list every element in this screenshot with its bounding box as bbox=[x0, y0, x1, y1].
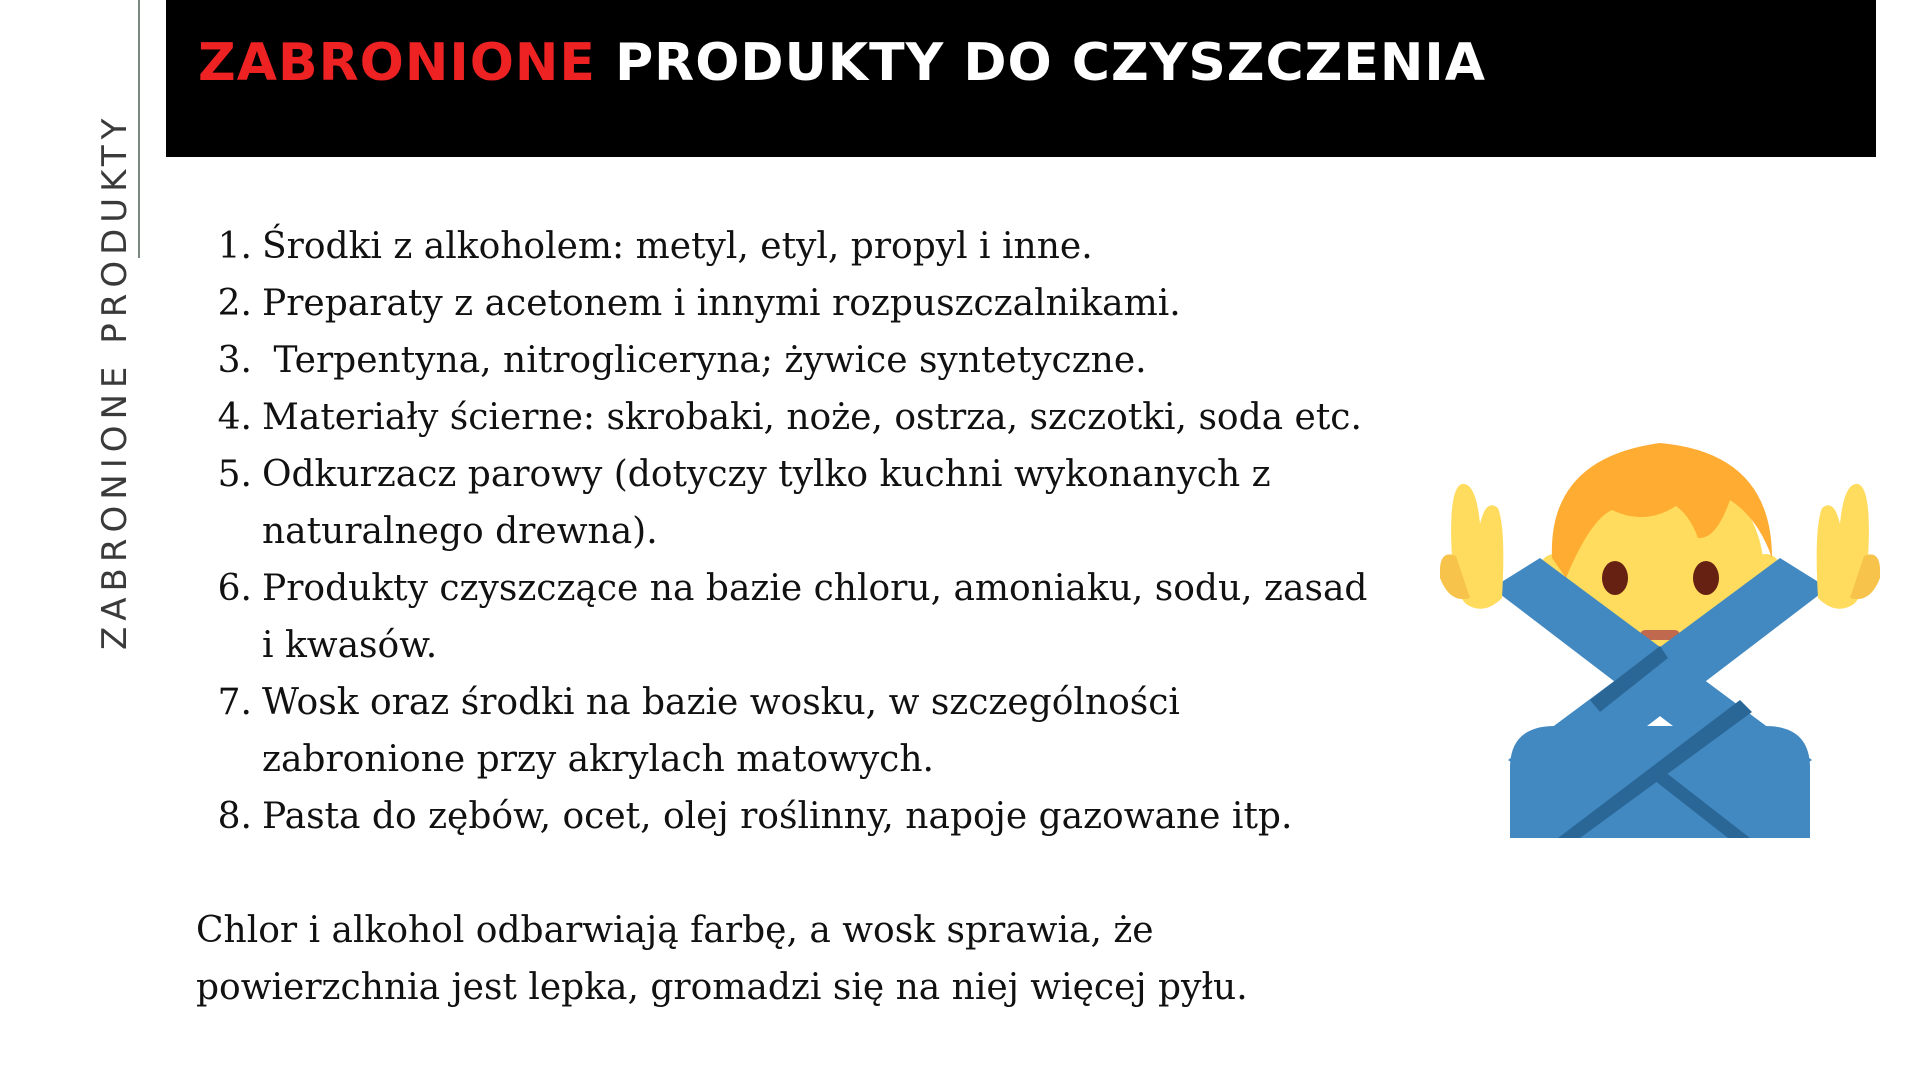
side-divider bbox=[138, 0, 140, 258]
list-item-number: 2. bbox=[217, 283, 252, 324]
list-item-number: 8. bbox=[217, 796, 252, 837]
list-item-number: 6. bbox=[217, 568, 252, 609]
list-item-text: Preparaty z acetonem i innymi rozpuszczalnikami. bbox=[262, 283, 1181, 324]
list-item bbox=[206, 788, 1386, 845]
list-item-text: Wosk oraz środki na bazie wosku, w szczególności zabronione przy akrylach matowych. bbox=[262, 682, 1180, 780]
list-item bbox=[206, 674, 1386, 788]
list-item-number: 3. bbox=[217, 340, 252, 381]
list-item-number: 5. bbox=[217, 454, 252, 495]
list-item-text: Materiały ścierne: skrobaki, noże, ostrza, szczotki, soda etc. bbox=[262, 397, 1362, 438]
list-item-number: 7. bbox=[217, 682, 252, 723]
list-item bbox=[206, 446, 1386, 560]
list-item-number: 1. bbox=[217, 226, 252, 267]
title-rest: PRODUKTY DO CZYSZCZENIA bbox=[615, 33, 1486, 93]
person-gesturing-no-icon bbox=[1440, 408, 1880, 838]
side-label: ZABRONIONE PRODUKTY bbox=[95, 112, 135, 650]
list-item bbox=[206, 218, 1386, 275]
list-item-text: Pasta do zębów, ocet, olej roślinny, napoje gazowane itp. bbox=[262, 796, 1293, 837]
list-item-text: Produkty czyszczące na bazie chloru, amoniaku, sodu, zasad i kwasów. bbox=[262, 568, 1368, 666]
title-bar bbox=[166, 0, 1876, 157]
list-item bbox=[206, 275, 1386, 332]
list-item bbox=[206, 560, 1386, 674]
list-item bbox=[206, 332, 1386, 389]
page-title bbox=[198, 30, 1486, 96]
eye-right bbox=[1693, 561, 1719, 595]
list-item-number: 4. bbox=[217, 397, 252, 438]
note-paragraph: Chlor i alkohol odbarwiają farbę, a wosk sprawia, że powierzchnia jest lepka, gromadzi się na niej więcej pyłu. bbox=[196, 910, 1248, 1008]
list-item-text: Terpentyna, nitrogliceryna; żywice syntetyczne. bbox=[262, 340, 1147, 381]
eye-left bbox=[1602, 561, 1628, 595]
list-item-text: Odkurzacz parowy (dotyczy tylko kuchni wykonanych z naturalnego drewna). bbox=[262, 454, 1271, 552]
forbidden-products-list bbox=[206, 218, 1386, 845]
title-accent: ZABRONIONE bbox=[198, 33, 596, 93]
list-item bbox=[206, 389, 1386, 446]
list-item-text: Środki z alkoholem: metyl, etyl, propyl i inne. bbox=[262, 226, 1093, 267]
